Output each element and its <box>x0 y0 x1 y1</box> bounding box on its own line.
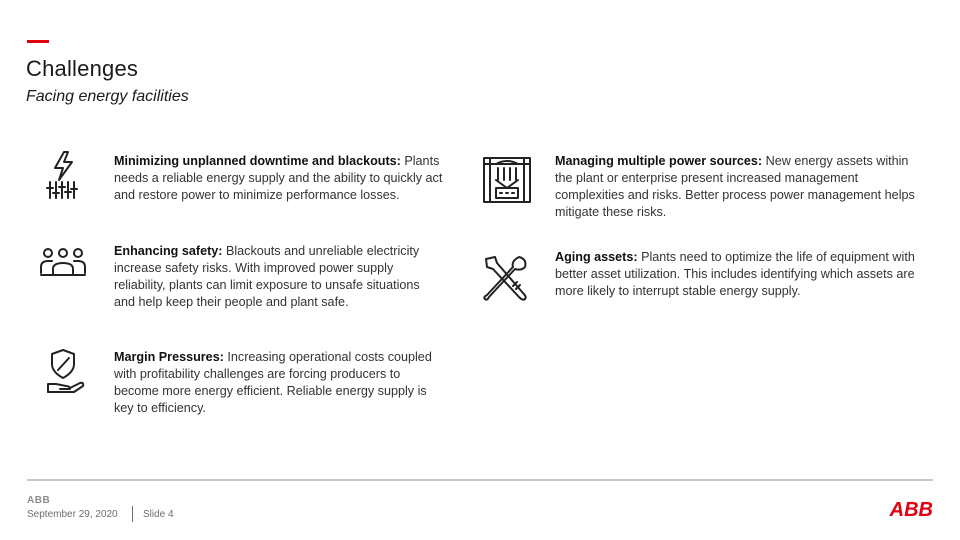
item-power-sources-title: Managing multiple power sources: <box>555 154 763 168</box>
page-subtitle: Facing energy facilities <box>26 88 189 105</box>
tools-icon <box>483 253 531 303</box>
item-power-sources-body: New energy assets within the plant or enterprise present increased management complexities and risks. Better process power management helps mitigate these risks. <box>555 154 915 219</box>
item-downtime <box>114 153 444 204</box>
people-group-icon <box>39 245 87 279</box>
item-margin-title: Margin Pressures: <box>114 350 224 364</box>
footer-date: September 29, 2020 <box>27 509 118 520</box>
item-safety <box>114 243 439 311</box>
item-aging-assets-title: Aging assets: <box>555 250 638 264</box>
footer-logo-small: ABB <box>27 495 51 506</box>
item-downtime-title: Minimizing unplanned downtime and blackouts: <box>114 154 401 168</box>
item-safety-body: Blackouts and unreliable electricity increase safety risks. With improved power supply reliability, plants can limit exposure to unsafe situations and help keep their people and plant safe. <box>114 244 420 309</box>
title-accent-bar <box>27 40 49 43</box>
power-panel-icon <box>482 154 532 204</box>
page-title: Challenges <box>26 56 139 81</box>
item-aging-assets <box>555 249 933 300</box>
item-margin-body: Increasing operational costs coupled with profitability challenges are forcing producers to become more energy efficient. Reliable energy supply is key to efficiency. <box>114 350 432 415</box>
item-power-sources <box>555 153 925 221</box>
shield-hand-icon <box>46 348 86 396</box>
item-margin <box>114 349 444 417</box>
item-aging-assets-body: Plants need to optimize the life of equipment with better asset utilization. This includes identifying which assets are more likely to interrupt stable energy supply. <box>555 250 915 298</box>
footer-divider <box>27 479 933 481</box>
item-downtime-body: Plants needs a reliable energy supply and the ability to quickly act and restore power to minimize performance losses. <box>114 154 443 202</box>
lightning-controls-icon <box>44 150 84 202</box>
item-safety-title: Enhancing safety: <box>114 244 223 258</box>
abb-logo: ABB <box>889 499 933 521</box>
footer-separator <box>132 506 133 522</box>
footer-slide-number: Slide 4 <box>143 509 174 520</box>
